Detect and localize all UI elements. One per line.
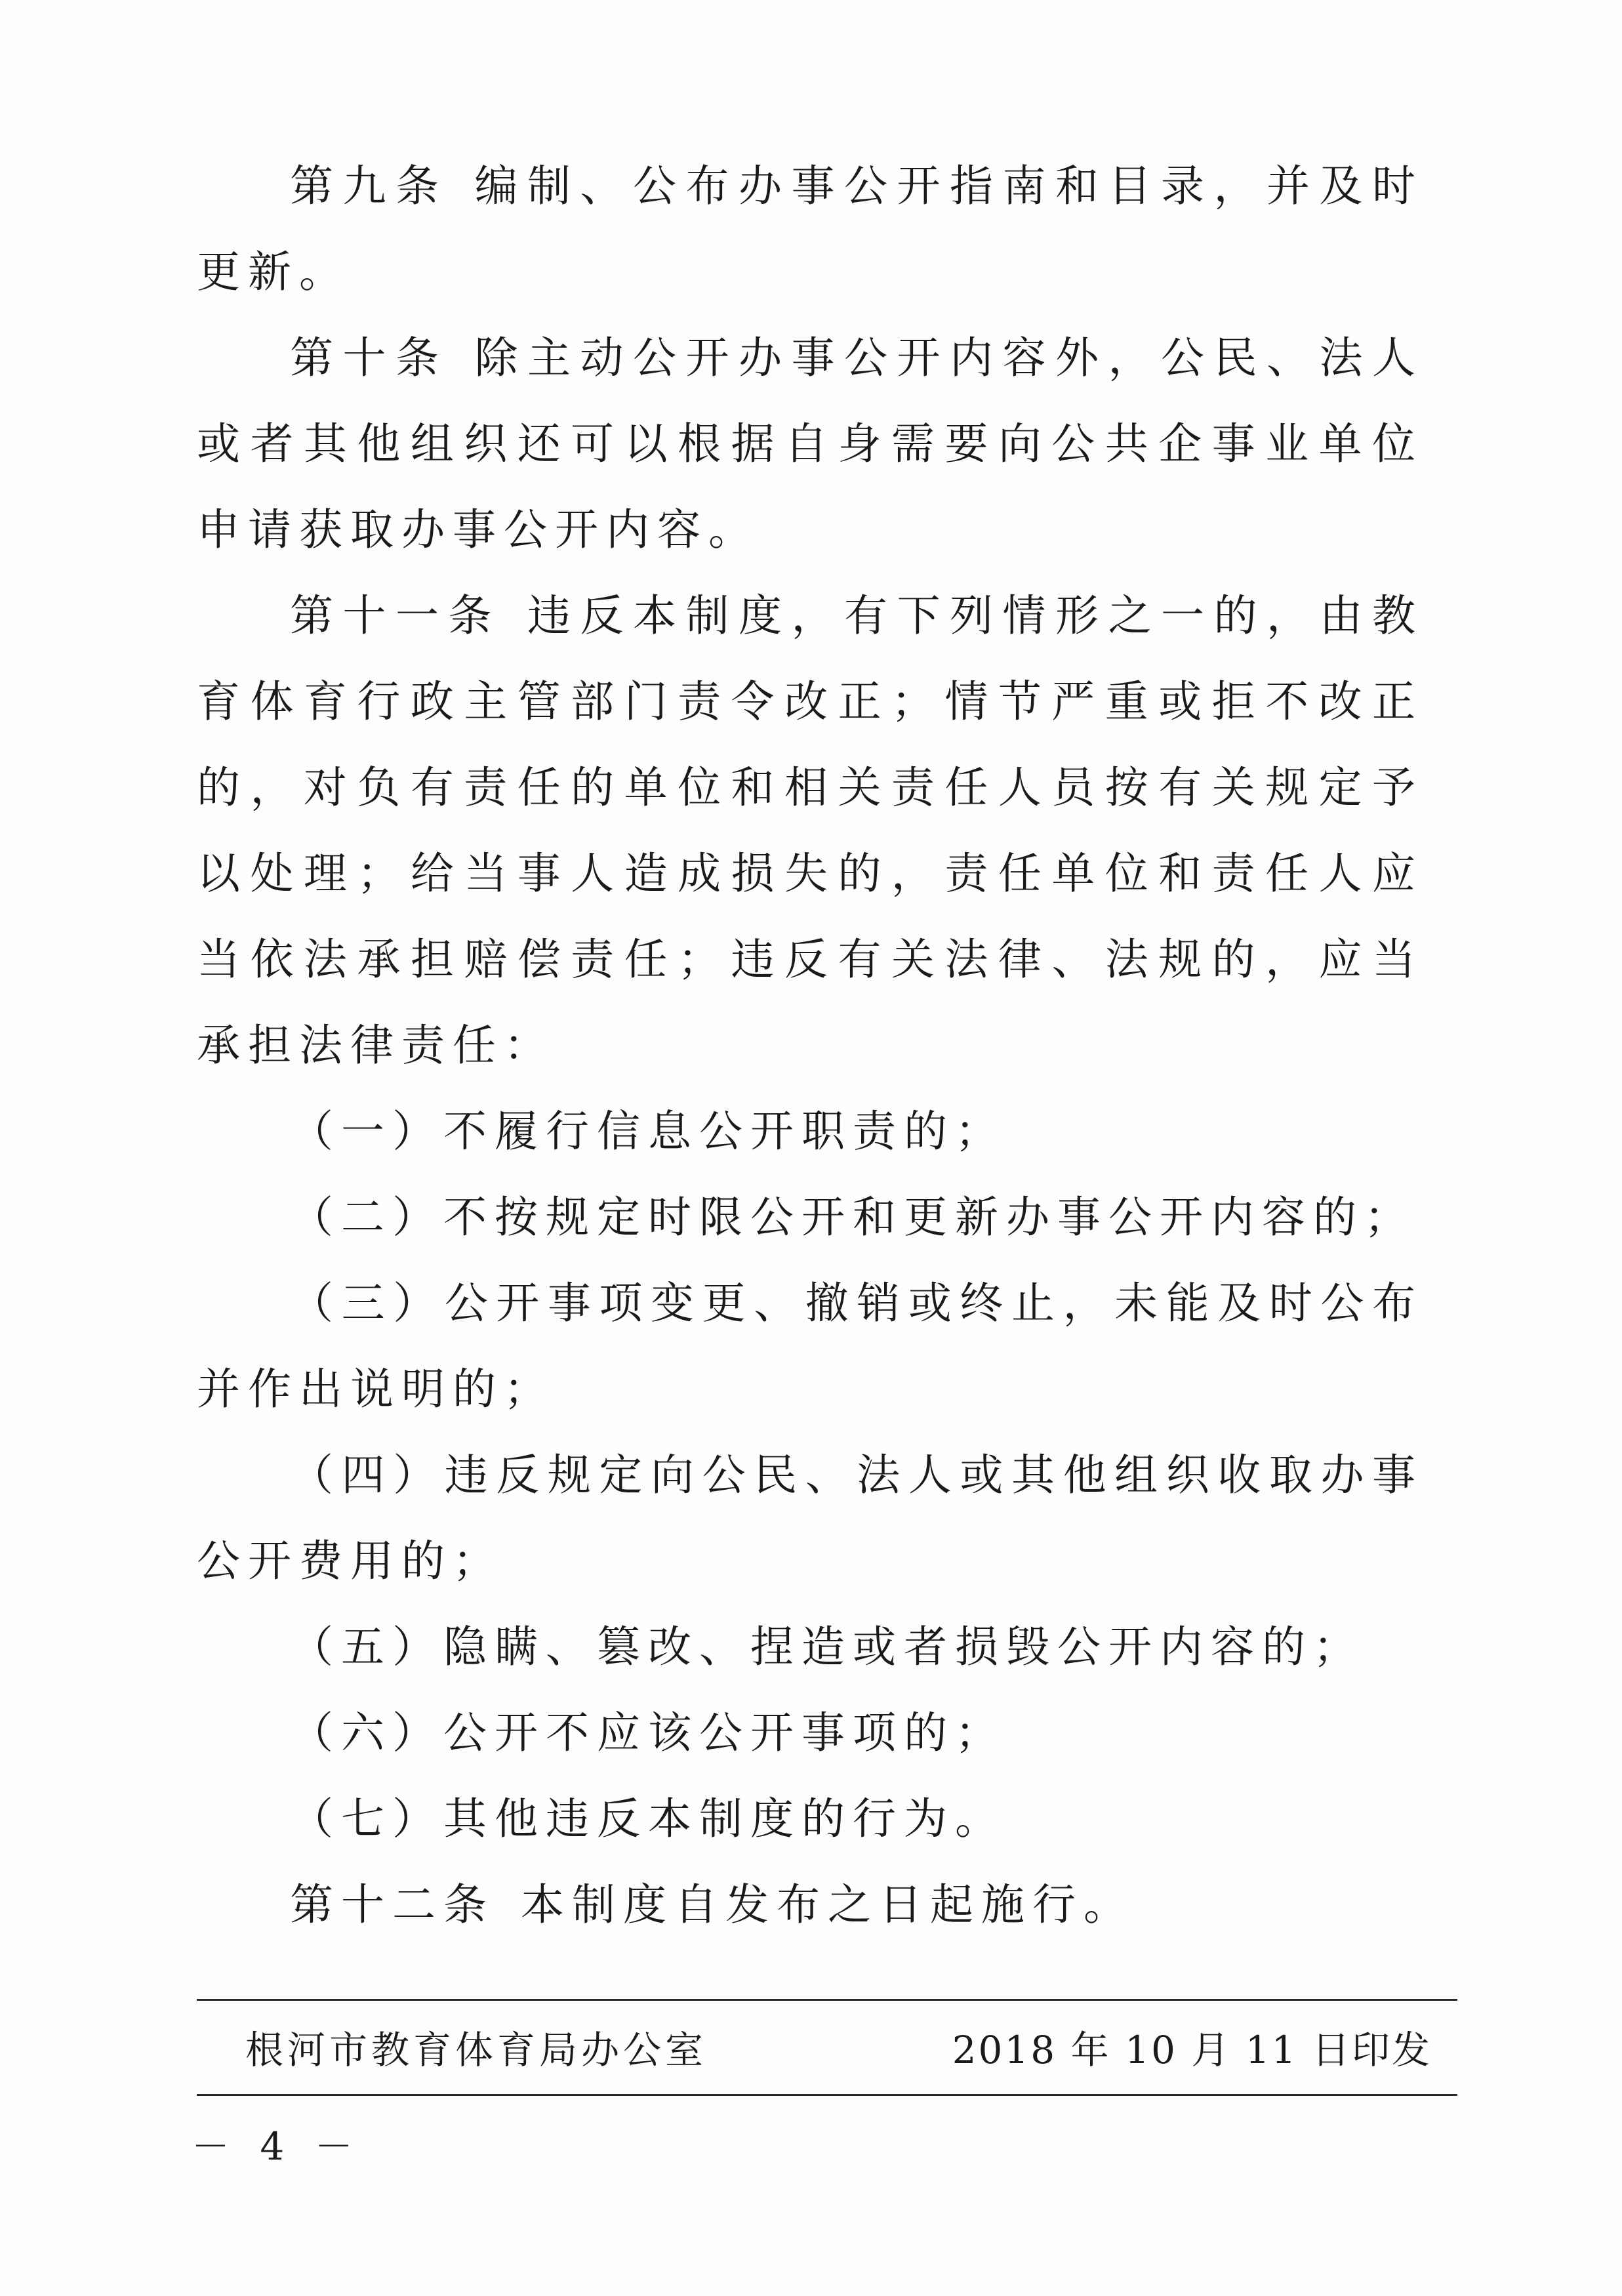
page-number: － 4 － xyxy=(192,2124,362,2169)
list-item-3: （三）公开事项变更、撤销或终止，未能及时公布并作出说明的； xyxy=(197,1278,1423,1414)
list-item-2: （二）不按规定时限公开和更新办事公开内容的； xyxy=(290,1192,1415,1242)
footer-print-date: 2018 年 10 月 11 日印发 xyxy=(952,2028,1432,2072)
list-item-7: （七）其他违反本制度的行为。 xyxy=(290,1794,1006,1844)
article-9 xyxy=(197,143,1423,315)
document-body xyxy=(197,143,1423,1948)
article-number: 第十条 xyxy=(290,333,449,383)
list-item-5: （五）隐瞒、篡改、捏造或者损毁公开内容的； xyxy=(290,1622,1364,1672)
footer-top-rule xyxy=(197,1999,1457,2001)
article-text: 违反本制度，有下列情形之一的，由教育体育行政主管部门责令改正；情节严重或拒不改正的，对负有责任的单位和相关责任人员按有关规定予以处理；给当事人造成损失的，责任单位和责任人应当依法承担赔偿责任；违反有关法律、法规的，应当承担法律责任： xyxy=(197,590,1423,1071)
footer-bottom-rule xyxy=(197,2094,1457,2096)
list-item-6: （六）公开不应该公开事项的； xyxy=(290,1708,1006,1758)
article-text: 本制度自发布之日起施行。 xyxy=(521,1879,1135,1930)
article-text: 除主动公开办事公开内容外，公民、法人或者其他组织还可以根据自身需要向公共企事业单位申请获取办事公开内容。 xyxy=(197,333,1423,555)
footer-issuer: 根河市教育体育局办公室 xyxy=(245,2028,708,2072)
list-item-1: （一）不履行信息公开职责的； xyxy=(290,1106,1006,1157)
article-11 xyxy=(197,573,1423,1088)
article-10 xyxy=(197,315,1423,573)
article-number: 第十二条 xyxy=(290,1879,495,1930)
article-number: 第九条 xyxy=(290,161,449,211)
list-item-4: （四）违反规定向公民、法人或其他组织收取办事公开费用的； xyxy=(197,1450,1423,1586)
article-number: 第十一条 xyxy=(290,590,501,641)
article-text: 编制、公布办事公开指南和目录，并及时更新。 xyxy=(197,161,1423,297)
article-12 xyxy=(197,1862,1423,1948)
